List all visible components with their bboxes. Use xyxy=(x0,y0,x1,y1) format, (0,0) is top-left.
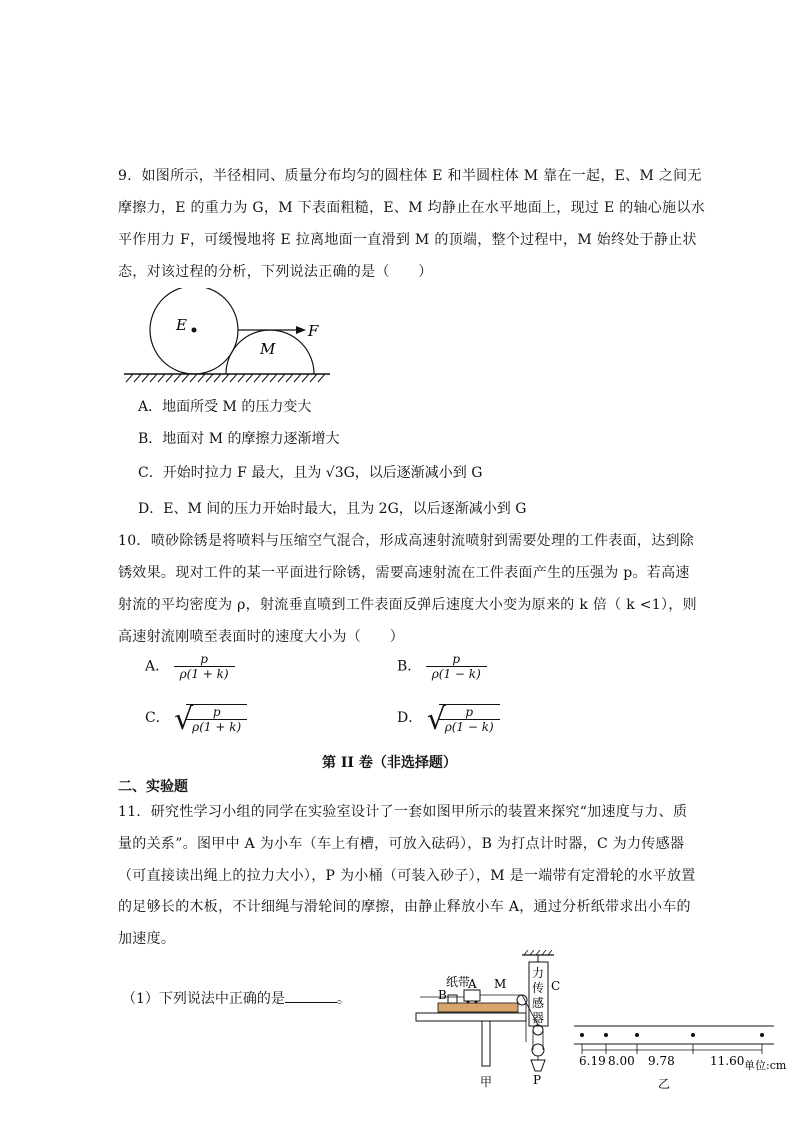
board-M xyxy=(438,1003,518,1012)
segment-1: 6.19 xyxy=(579,1054,606,1068)
subsection-title: 二、实验题 xyxy=(118,779,188,795)
q10-option-b-den: ρ(1 − k) xyxy=(426,666,487,681)
sensor-char-3: 感 xyxy=(532,996,545,1010)
q10-option-b-fraction xyxy=(426,652,487,681)
sensor-char-4: 器 xyxy=(532,1011,545,1025)
segment-4: 11.60 xyxy=(710,1054,745,1068)
q11-line-3: （可直接读出绳上的拉力大小），P 为小桶（可装入砂子），M 是一端带有定滑轮的水平放置 xyxy=(118,868,696,884)
q9-figure xyxy=(120,288,340,384)
q10-option-b xyxy=(397,652,487,681)
q10-option-d xyxy=(397,702,500,737)
q10-option-a-den: ρ(1 + k) xyxy=(174,666,235,681)
q10-option-a-fraction xyxy=(174,652,235,681)
sensor-char-2: 传 xyxy=(532,981,545,995)
q10-option-c xyxy=(145,702,247,737)
segment-2: 8.00 xyxy=(608,1054,635,1068)
q9-option-c: C．开始时拉力 F 最大，且为 √3G，以后逐渐减小到 G xyxy=(138,465,483,481)
caption-jia: 甲 xyxy=(480,1075,493,1089)
q9-option-d: D．E、M 间的压力开始时最大，且为 2G，以后逐渐减小到 G xyxy=(138,501,527,517)
axis-point xyxy=(192,328,197,333)
tape-dot-3 xyxy=(635,1033,639,1037)
label-M: M xyxy=(260,340,276,358)
q11-sub1-text: （1）下列说法中正确的是 xyxy=(122,991,285,1007)
q10-line-2: 锈效果。现对工件的某一平面进行除锈，需要高速射流在工件表面产生的压强为 p。若高速 xyxy=(118,565,690,581)
q9-line-3: 平作用力 F，可缓慢地将 E 拉离地面一直滑到 M 的顶端，整个过程中，M 始终处于静止状 xyxy=(118,232,697,248)
q11-sub1-end: 。 xyxy=(336,991,351,1007)
radical-icon: √ xyxy=(426,702,446,737)
q10-option-d-label: D． xyxy=(397,710,423,726)
q10-line-1: 10．喷砂除锈是将喷料与压缩空气混合，形成高速射流喷射到需要处理的工件表面，达到除 xyxy=(118,533,695,549)
q9-option-a: A．地面所受 M 的压力变大 xyxy=(138,399,312,415)
table-leg xyxy=(482,1021,490,1066)
segment-3: 9.78 xyxy=(648,1054,675,1068)
sensor-char-1: 力 xyxy=(532,966,545,980)
q10-option-c-den: ρ(1 + k) xyxy=(186,719,247,734)
label-C: C xyxy=(551,979,561,993)
q10-option-d-den: ρ(1 − k) xyxy=(439,719,500,734)
ground-hatch xyxy=(126,374,325,382)
label-B: B xyxy=(438,988,447,1002)
q11-line-2: 量的关系”。图甲中 A 为小车（车上有槽，可放入砝码），B 为打点计时器，C 为力传感器 xyxy=(118,836,685,852)
label-tape: 纸带 xyxy=(446,975,471,989)
q11-line-1: 11．研究性学习小组的同学在实验室设计了一套如图甲所示的装置来探究“加速度与力、质 xyxy=(118,804,688,820)
fig-yi xyxy=(570,1022,794,1123)
bucket-P xyxy=(531,1060,545,1071)
q10-line-3: 射流的平均密度为 ρ，射流垂直喷到工件表面反弹后速度大小变为原来的 k 倍（ k <1），则 xyxy=(118,597,697,613)
q10-line-4: 高速射流刚喷至表面时的速度大小为（ ） xyxy=(118,629,404,645)
label-A: A xyxy=(468,977,477,991)
tape-dot-5 xyxy=(760,1033,764,1037)
q10-option-a-label: A． xyxy=(145,658,170,675)
q9-line-1: 9．如图所示，半径相同、质量分布均匀的圆柱体 E 和半圆柱体 M 靠在一起，E、M 之间无 xyxy=(118,168,702,184)
q9-option-b: B．地面对 M 的摩擦力逐渐增大 xyxy=(138,431,340,447)
label-P: P xyxy=(533,1073,542,1087)
q10-option-c-fraction xyxy=(186,704,247,734)
q9-line-4: 态，对该过程的分析，下列说法正确的是（ ） xyxy=(118,264,433,280)
timer-B xyxy=(448,995,457,1003)
label-E: E xyxy=(176,316,187,334)
unit-label: 单位:cm xyxy=(744,1059,787,1072)
q11-line-4: 的足够长的木板，不计细绳与滑轮间的摩擦，由静止释放小车 A，通过分析纸带求出小车的 xyxy=(118,899,691,915)
q10-option-c-label: C． xyxy=(145,710,170,726)
q10-option-d-num: p xyxy=(465,705,474,719)
tape-dot-2 xyxy=(604,1033,608,1037)
answer-blank[interactable] xyxy=(285,990,337,1003)
q10-option-b-num: p xyxy=(452,652,461,666)
label-M: M xyxy=(494,977,507,991)
q10-option-c-num: p xyxy=(212,705,221,719)
force-arrow-head xyxy=(296,326,306,334)
cart-A xyxy=(464,990,480,1001)
q10-option-a xyxy=(145,652,235,681)
table-top xyxy=(416,1013,526,1021)
radical-icon: √ xyxy=(174,702,194,737)
q10-option-d-fraction xyxy=(439,704,500,734)
q10-option-b-label: B． xyxy=(397,658,422,675)
q10-option-a-num: p xyxy=(200,652,208,666)
fig-jia xyxy=(410,950,570,1090)
label-F: F xyxy=(308,322,319,340)
caption-yi: 乙 xyxy=(658,1077,671,1091)
q10-option-c-sqrt xyxy=(174,702,247,737)
q11-line-5: 加速度。 xyxy=(118,931,176,947)
tape-dot-1 xyxy=(580,1033,584,1037)
q10-option-d-sqrt xyxy=(426,702,500,737)
q9-line-2: 摩擦力，E 的重力为 G，M 下表面粗糙，E、M 均静止在水平地面上，现过 E 的轴心施以水 xyxy=(118,200,706,216)
q11-sub1 xyxy=(122,988,351,1008)
section-title: 第 II 卷（非选择题） xyxy=(322,755,457,771)
tape-dot-4 xyxy=(691,1033,695,1037)
